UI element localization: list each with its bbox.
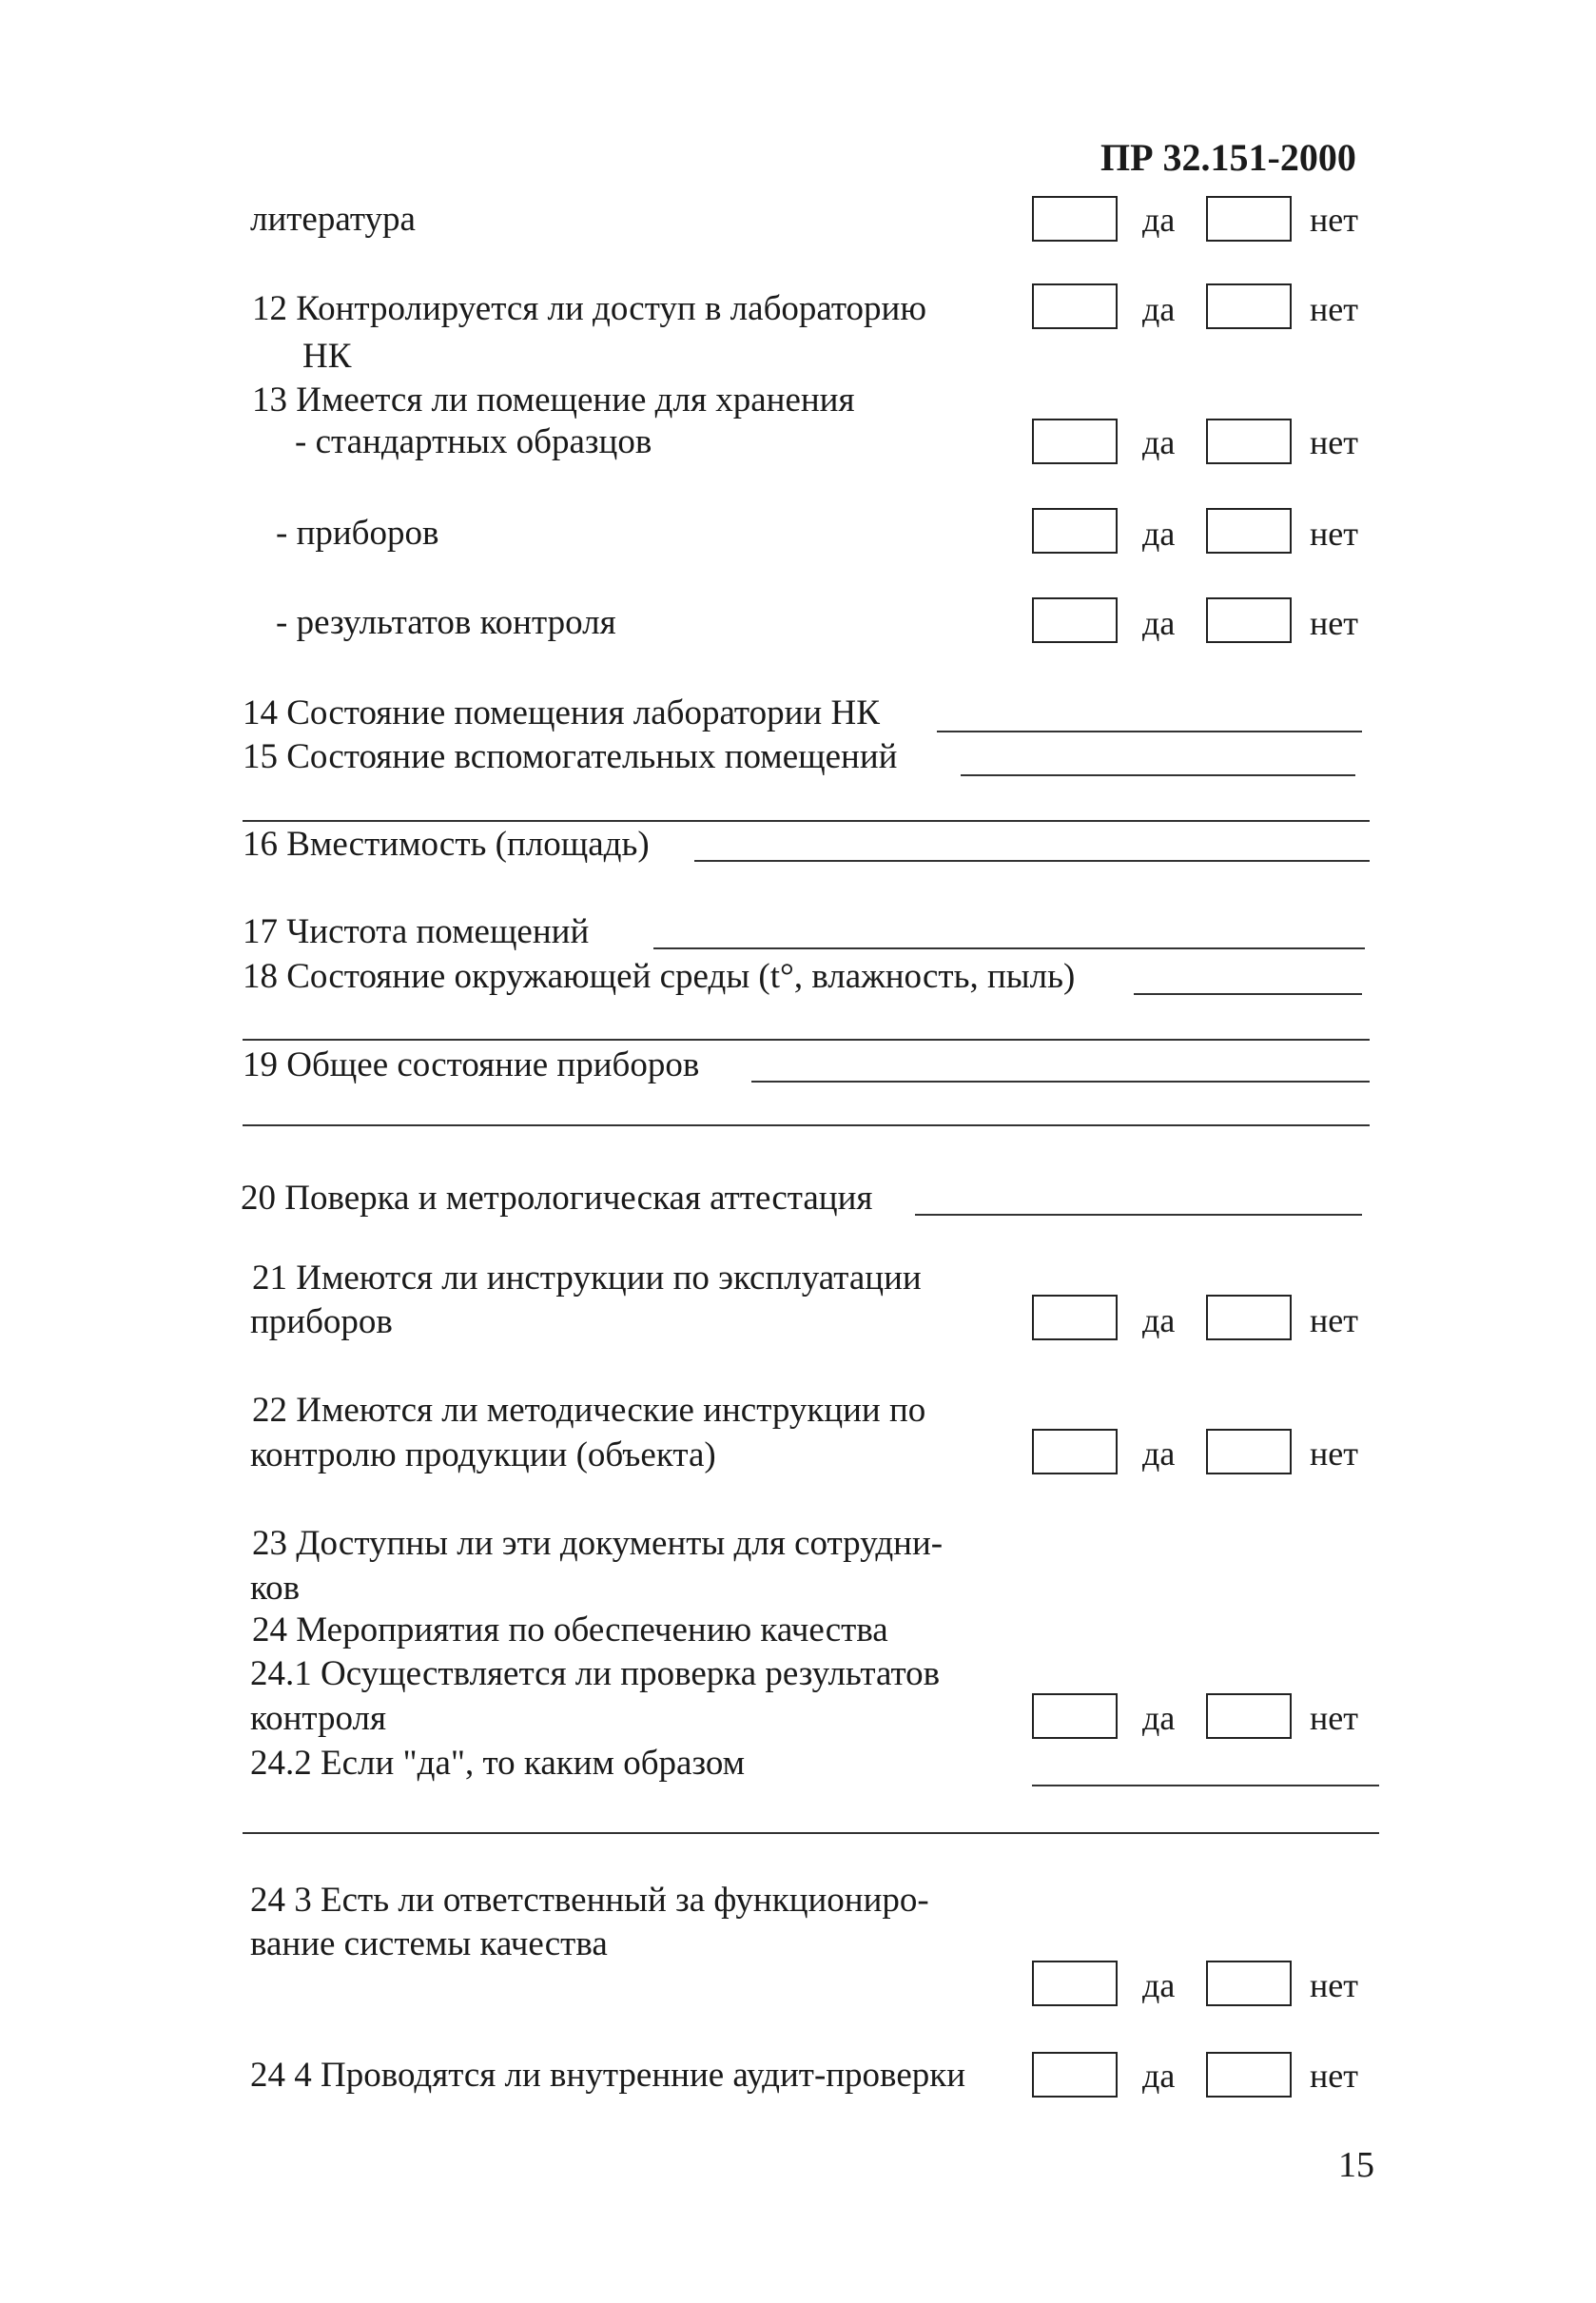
- yes-label: да: [1142, 1301, 1176, 1339]
- question-13-standard-samples: - стандартных образцов: [295, 422, 652, 461]
- no-label: нет: [1310, 1434, 1358, 1473]
- no-checkbox[interactable]: [1206, 419, 1292, 464]
- question-19: 19 Общее состояние приборов: [243, 1045, 700, 1084]
- no-checkbox[interactable]: [1206, 1295, 1292, 1340]
- yes-label: да: [1142, 1434, 1176, 1473]
- answer-line[interactable]: [243, 1039, 1370, 1041]
- question-24-1-cont: контроля: [250, 1699, 387, 1738]
- question-13-control-results: - результатов контроля: [276, 603, 616, 642]
- question-24-4: 24 4 Проводятся ли внутренние аудит-проверки: [250, 2056, 966, 2095]
- yes-label: да: [1142, 1966, 1176, 2004]
- yes-label: да: [1142, 515, 1176, 553]
- question-23: 23 Доступны ли эти документы для сотрудни-: [252, 1524, 944, 1563]
- yes-checkbox[interactable]: [1032, 1693, 1118, 1739]
- no-label: нет: [1310, 290, 1358, 328]
- yes-checkbox[interactable]: [1032, 597, 1118, 643]
- no-checkbox[interactable]: [1206, 196, 1292, 242]
- no-label: нет: [1310, 1301, 1358, 1339]
- no-checkbox[interactable]: [1206, 597, 1292, 643]
- question-12: 12 Контролируется ли доступ в лабораторию: [252, 289, 926, 328]
- no-checkbox[interactable]: [1206, 1961, 1292, 2006]
- no-checkbox[interactable]: [1206, 1693, 1292, 1739]
- no-checkbox[interactable]: [1206, 2052, 1292, 2098]
- question-20: 20 Поверка и метрологическая аттестация: [241, 1179, 873, 1218]
- yes-checkbox[interactable]: [1032, 419, 1118, 464]
- answer-line[interactable]: [694, 860, 1370, 862]
- question-21-cont: приборов: [250, 1302, 393, 1341]
- yes-label: да: [1142, 1699, 1176, 1737]
- yes-label: да: [1142, 423, 1176, 461]
- question-24-3-cont: вание системы качества: [250, 1924, 608, 1963]
- question-24-2: 24.2 Если "да", то каким образом: [250, 1744, 746, 1783]
- question-22: 22 Имеются ли методические инструкции по: [252, 1391, 926, 1430]
- question-15: 15 Состояние вспомогательных помещений: [243, 737, 898, 776]
- no-checkbox[interactable]: [1206, 1429, 1292, 1474]
- question-24-1: 24.1 Осуществляется ли проверка результатов: [250, 1654, 941, 1693]
- answer-line[interactable]: [243, 1832, 1379, 1834]
- document-code: ПР 32.151-2000: [1100, 136, 1356, 179]
- question-22-cont: контролю продукции (объекта): [250, 1435, 716, 1474]
- answer-line[interactable]: [243, 820, 1370, 822]
- question-13: 13 Имеется ли помещение для хранения: [252, 381, 855, 420]
- answer-line[interactable]: [915, 1214, 1362, 1216]
- question-17: 17 Чистота помещений: [243, 912, 590, 951]
- yes-label: да: [1142, 604, 1176, 642]
- yes-checkbox[interactable]: [1032, 283, 1118, 329]
- yes-checkbox[interactable]: [1032, 196, 1118, 242]
- yes-checkbox[interactable]: [1032, 1295, 1118, 1340]
- yes-label: да: [1142, 2057, 1176, 2095]
- no-label: нет: [1310, 423, 1358, 461]
- no-label: нет: [1310, 2057, 1358, 2095]
- question-24-3: 24 3 Есть ли ответственный за функциониро-: [250, 1881, 929, 1920]
- yes-label: да: [1142, 201, 1176, 239]
- answer-line[interactable]: [1032, 1785, 1379, 1786]
- question-14: 14 Состояние помещения лаборатории НК: [243, 693, 880, 732]
- question-13-instruments: - приборов: [276, 514, 439, 553]
- no-label: нет: [1310, 604, 1358, 642]
- item-literature: литература: [250, 200, 416, 239]
- section-24-title: 24 Мероприятия по обеспечению качества: [252, 1610, 888, 1649]
- no-checkbox[interactable]: [1206, 283, 1292, 329]
- yes-checkbox[interactable]: [1032, 1961, 1118, 2006]
- yes-checkbox[interactable]: [1032, 2052, 1118, 2098]
- answer-line[interactable]: [653, 947, 1365, 949]
- answer-line[interactable]: [937, 731, 1362, 732]
- answer-line[interactable]: [751, 1081, 1370, 1083]
- question-21: 21 Имеются ли инструкции по эксплуатации: [252, 1259, 922, 1298]
- question-23-cont: ков: [250, 1569, 301, 1608]
- no-checkbox[interactable]: [1206, 508, 1292, 554]
- answer-line[interactable]: [243, 1124, 1370, 1126]
- question-18: 18 Состояние окружающей среды (t°, влажность, пыль): [243, 957, 1076, 996]
- yes-checkbox[interactable]: [1032, 508, 1118, 554]
- question-16: 16 Вместимость (площадь): [243, 825, 650, 864]
- no-label: нет: [1310, 515, 1358, 553]
- page-number: 15: [1338, 2145, 1374, 2185]
- no-label: нет: [1310, 1966, 1358, 2004]
- question-12-cont: НК: [302, 337, 352, 376]
- yes-label: да: [1142, 290, 1176, 328]
- answer-line[interactable]: [1134, 993, 1362, 995]
- no-label: нет: [1310, 1699, 1358, 1737]
- no-label: нет: [1310, 201, 1358, 239]
- yes-checkbox[interactable]: [1032, 1429, 1118, 1474]
- answer-line[interactable]: [961, 774, 1355, 776]
